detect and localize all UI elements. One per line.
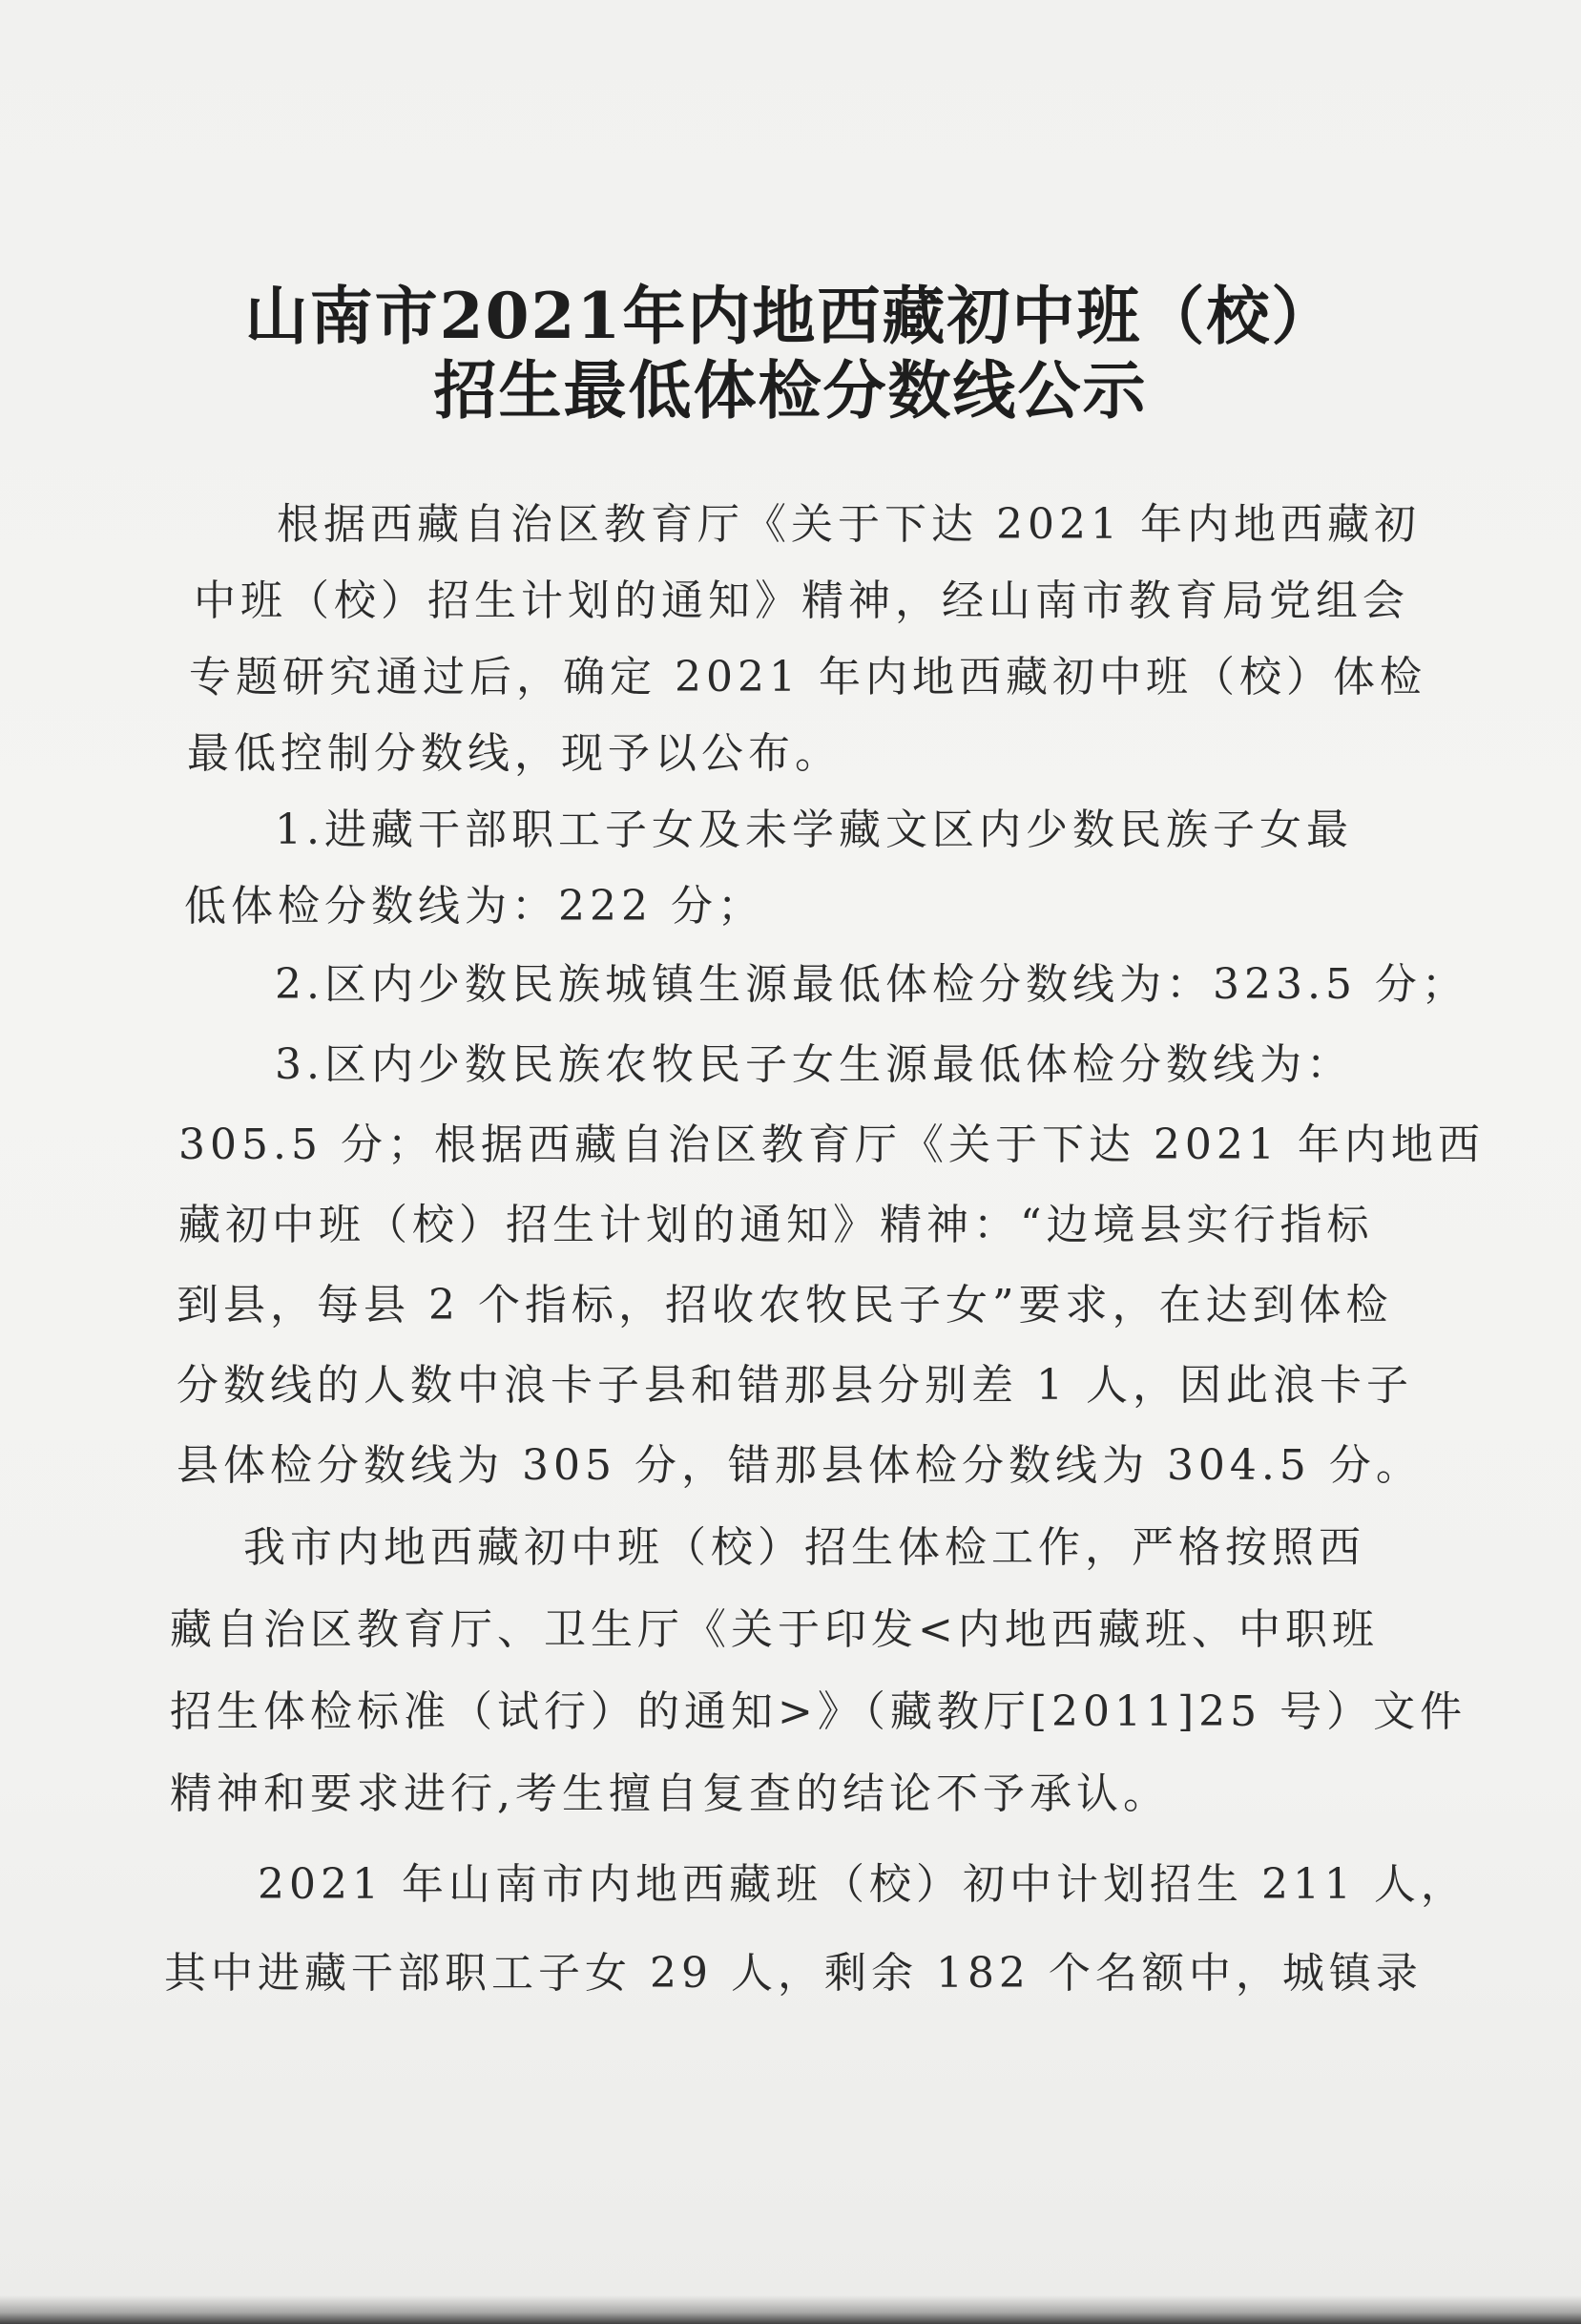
page-edge-shadow [0, 2295, 1581, 2324]
body-line: 到县，每县 2 个指标，招收农牧民子女”要求，在达到体检 [177, 1281, 1393, 1329]
body-line: 最低控制分数线，现予以公布。 [187, 729, 842, 778]
body-line: 分数线的人数中浪卡子县和错那县分别差 1 人，因此浪卡子 [177, 1361, 1413, 1410]
document-title-line-1: 山南市2021年内地西藏初中班（校） [244, 279, 1337, 353]
body-line: 精神和要求进行,考生擅自复查的结论不予承认。 [170, 1769, 1170, 1818]
body-line: 低体检分数线为：222 分； [184, 882, 764, 931]
body-line: 专题研究通过后，确定 2021 年内地西藏初中班（校）体检 [189, 653, 1426, 701]
body-line: 藏自治区教育厅、卫生厅《关于印发<内地西藏班、中职班 [170, 1605, 1379, 1654]
body-line: 3.区内少数民族农牧民子女生源最低体检分数线为： [275, 1040, 1353, 1089]
body-line: 305.5 分；根据西藏自治区教育厅《关于下达 2021 年内地西 [178, 1120, 1485, 1169]
body-line: 其中进藏干部职工子女 29 人，剩余 182 个名额中，城镇录 [164, 1949, 1423, 1998]
body-line: 招生体检标准（试行）的通知>》（藏教厅[2011]25 号）文件 [170, 1687, 1467, 1736]
body-line: 2.区内少数民族城镇生源最低体检分数线为：323.5 分； [275, 960, 1468, 1009]
body-line: 县体检分数线为 305 分，错那县体检分数线为 304.5 分。 [177, 1441, 1423, 1490]
body-line: 中班（校）招生计划的通知》精神，经山南市教育局党组会 [194, 576, 1409, 625]
body-line: 1.进藏干部职工子女及未学藏文区内少数民族子女最 [275, 806, 1353, 854]
body-line: 根据西藏自治区教育厅《关于下达 2021 年内地西藏初 [277, 500, 1421, 549]
body-line: 2021 年山南市内地西藏班（校）初中计划招生 211 人， [258, 1860, 1467, 1909]
body-line: 藏初中班（校）招生计划的通知》精神：“边境县实行指标 [178, 1201, 1374, 1249]
body-line: 我市内地西藏初中班（校）招生体检工作，严格按照西 [243, 1523, 1365, 1572]
document-title-line-2: 招生最低体检分数线公示 [433, 353, 1148, 428]
